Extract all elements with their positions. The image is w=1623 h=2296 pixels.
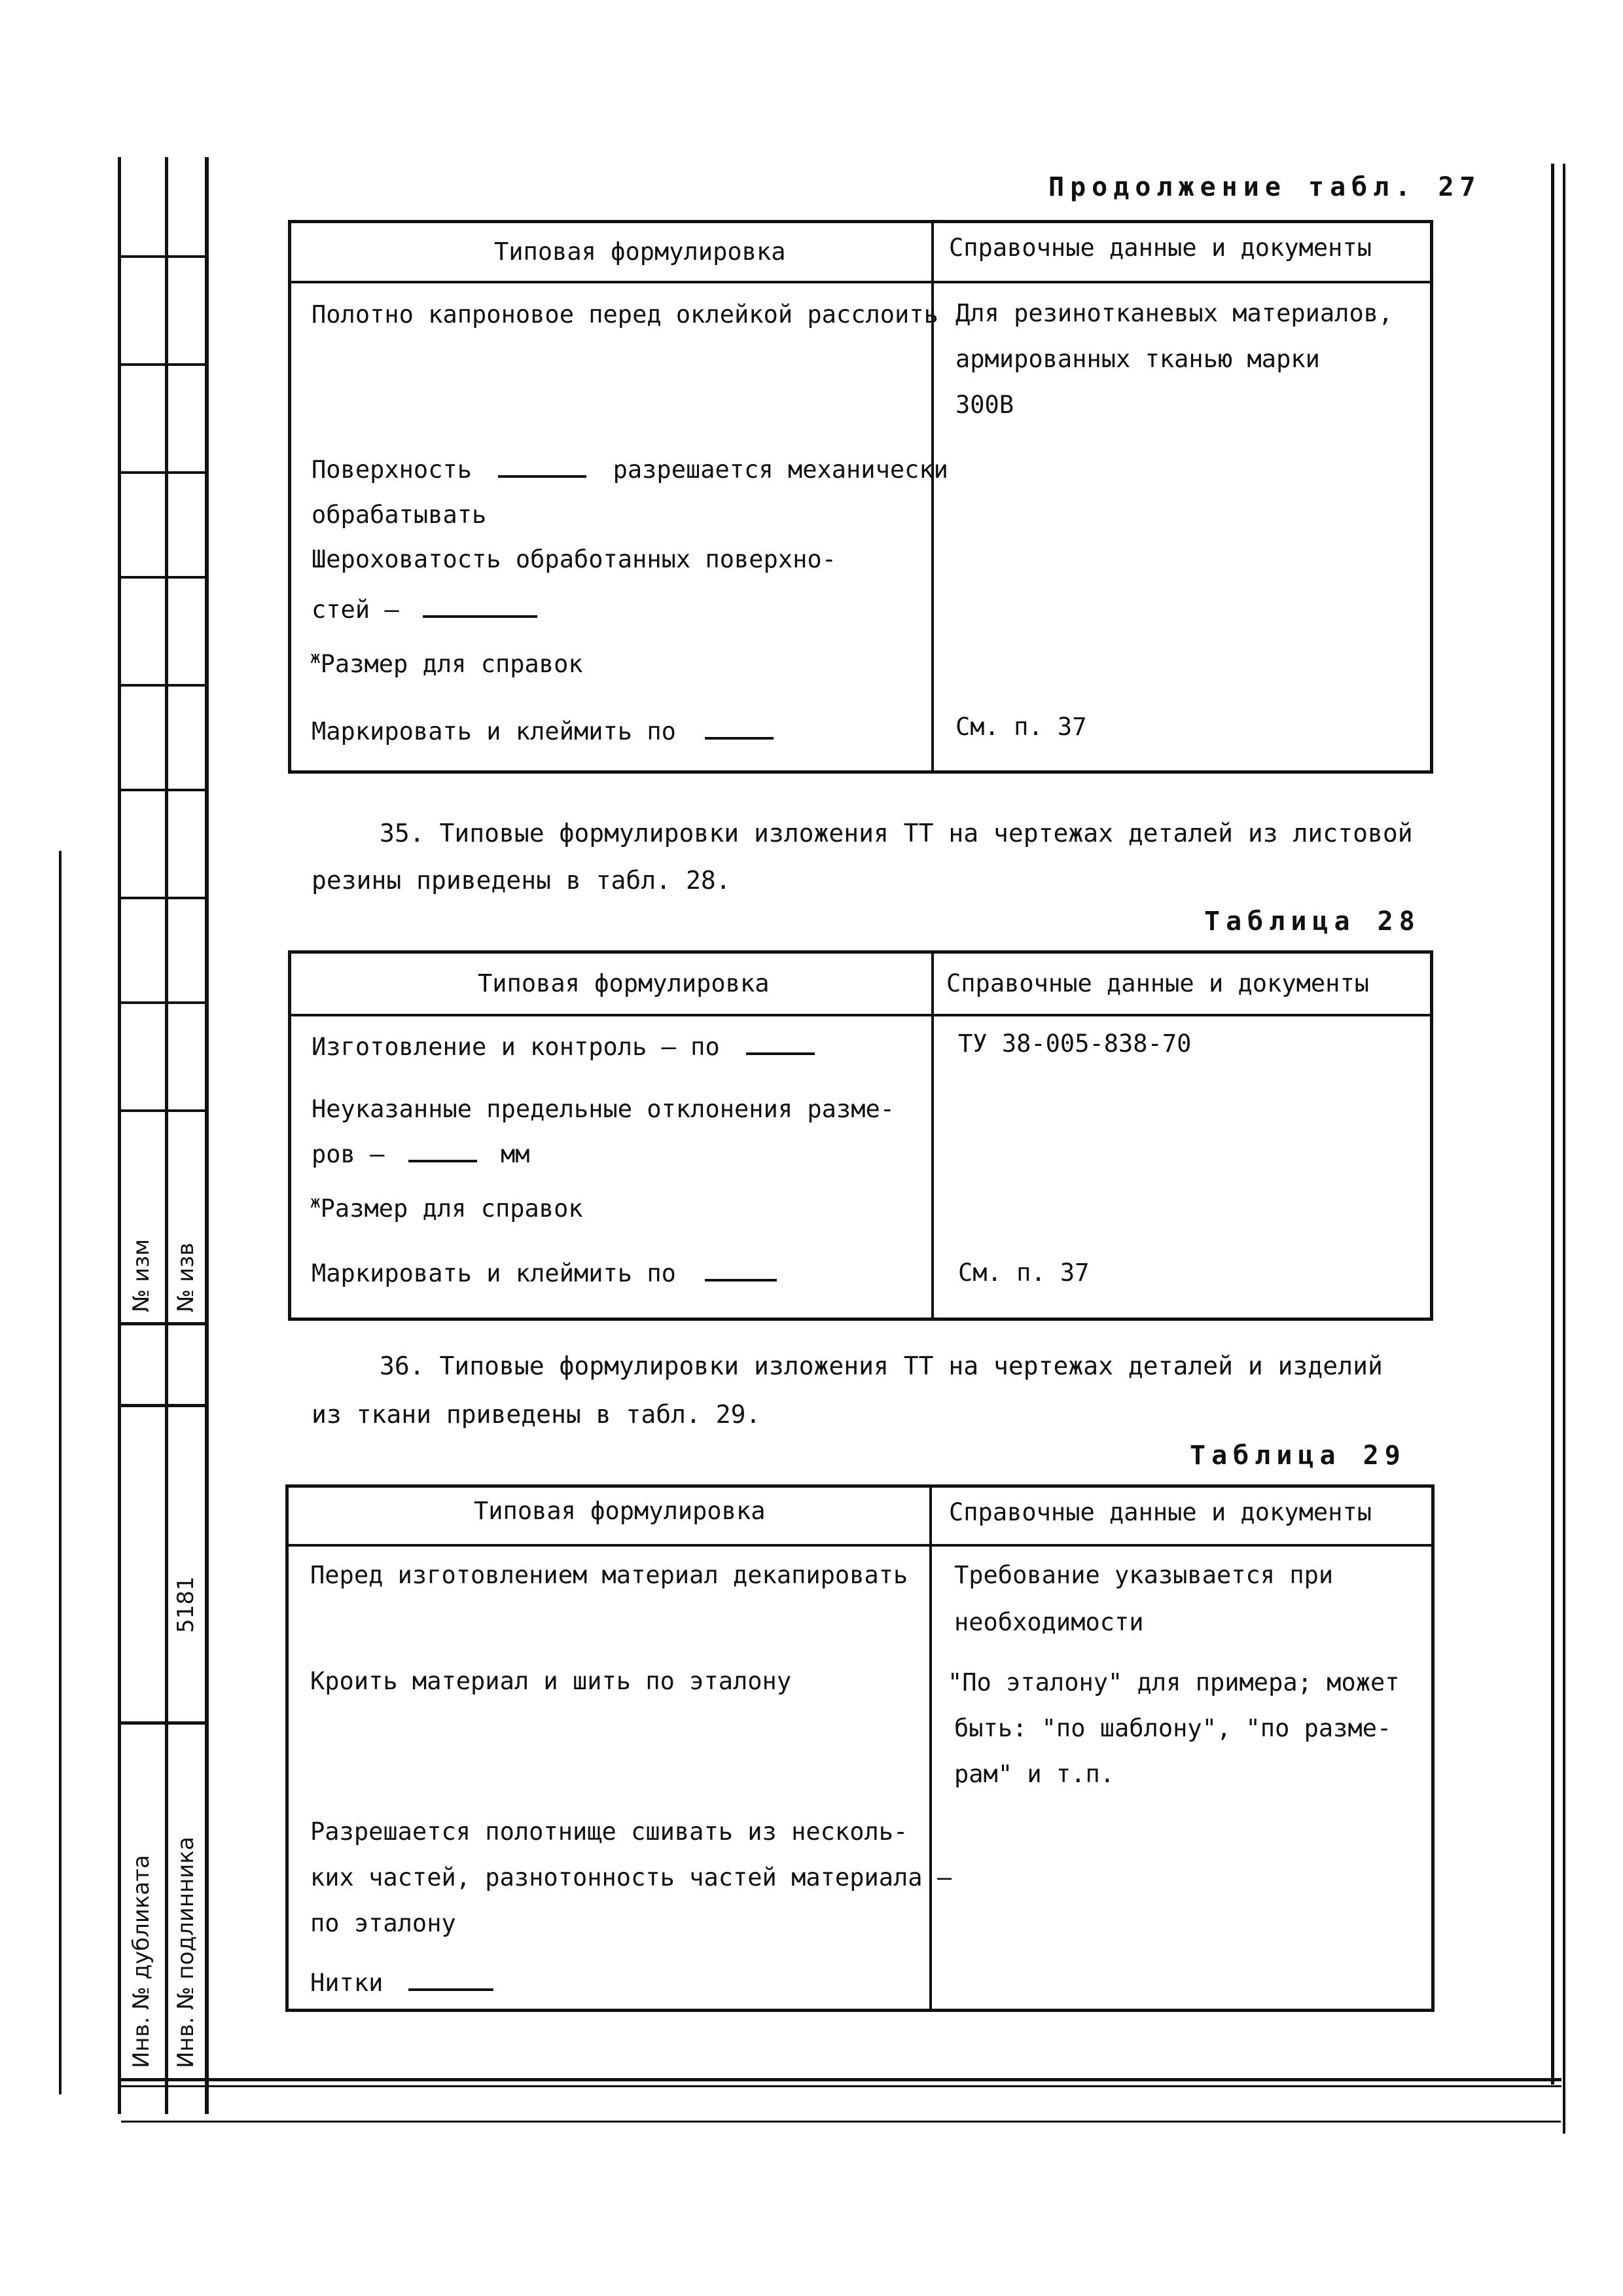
t28-r4-line [312, 1261, 777, 1285]
t27-r5-blank [705, 719, 774, 740]
stamp-inv-podl: Инв. № подлинника [173, 1837, 199, 2068]
t28-r4-blank [705, 1261, 777, 1282]
t29-r4-line [310, 1970, 493, 1995]
t28-r3-mark: ж [310, 1193, 321, 1212]
t27-r1-note-3: 300В [955, 391, 1014, 419]
t27-col2-header: Справочные данные и документы [949, 234, 1372, 262]
t28-r1-blank [746, 1034, 815, 1055]
t27-r5: Маркировать и клеймить по [312, 717, 676, 745]
t29-r1-note-2: необходимости [954, 1608, 1144, 1636]
t29-r3-c: по эталону [310, 1909, 456, 1937]
t27-r3-line2 [312, 597, 537, 622]
t28-r2-blank [408, 1141, 477, 1162]
t29-r1-note-1: Требование указывается при [954, 1561, 1334, 1589]
t29-r4: Нитки [310, 1968, 383, 1997]
t28-col1-header: Типовая формулировка [478, 969, 770, 997]
t27-col1-header: Типовая формулировка [494, 238, 786, 266]
t27-r2-blank [498, 457, 586, 478]
t28-r2-a: Неуказанные предельные отклонения разме- [312, 1095, 895, 1123]
t29-r3-a: Разрешается полотнище сшивать из несколь- [310, 1818, 908, 1846]
t27-r3-a: Шероховатость обработанных поверхно- [312, 545, 836, 573]
t29-col1-header: Типовая формулировка [474, 1497, 766, 1525]
t27-r3-b: стей – [312, 595, 399, 624]
t29-r2-note-3: рам" и т.п. [954, 1760, 1115, 1788]
stamp-number: 5181 [173, 1576, 199, 1633]
t27-r2-a: Поверхность [312, 455, 473, 484]
t28-r2-c: мм [500, 1139, 530, 1168]
t29-r3-b: ких частей, разнотонность частей материала – [310, 1863, 952, 1892]
t28-r1-note: ТУ 38-005-838-70 [958, 1030, 1192, 1058]
t27-r2-line1 [312, 457, 948, 482]
p35-line1: 35. Типовые формулировки изложения ТТ на чертежах деталей из листовой [380, 819, 1413, 848]
t28-col2-header: Справочные данные и документы [946, 969, 1370, 997]
p35-line2: резины приведены в табл. 28. [312, 866, 731, 895]
p36-line1: 36. Типовые формулировки изложения ТТ на чертежах деталей и изделий [380, 1352, 1383, 1380]
t27-r4-line [310, 648, 583, 678]
t28-caption: Таблица 28 [1204, 906, 1421, 937]
t29-r1: Перед изготовлением материал декапировать [310, 1561, 908, 1589]
stamp-inv-dubl: Инв. № дубликата [128, 1855, 154, 2068]
t28-r3: Размер для справок [320, 1194, 583, 1223]
t29-r2-note-2: быть: "по шаблону", "по разме- [954, 1714, 1392, 1742]
t28-r4: Маркировать и клеймить по [312, 1259, 676, 1287]
t27-r2-b: разрешается механически [613, 455, 948, 484]
t28-r1: Изготовление и контроль – по [312, 1032, 720, 1061]
continuation-header: Продолжение табл. 27 [1048, 172, 1482, 202]
t27-r2-c: обрабатывать [312, 501, 487, 529]
t27-r5-line [312, 719, 774, 744]
t27-r3-blank [423, 597, 537, 618]
t29-col2-header: Справочные данные и документы [949, 1498, 1372, 1526]
t27-r4: Размер для справок [320, 650, 583, 678]
t29-caption: Таблица 29 [1190, 1441, 1406, 1471]
t29-r4-blank [408, 1970, 493, 1991]
stamp-no-izv: № изв [173, 1242, 199, 1312]
t27-r4-mark: ж [310, 648, 321, 668]
t28-r4-note: См. п. 37 [958, 1259, 1090, 1287]
t29-r2: Кроить материал и шить по эталону [310, 1667, 792, 1695]
t27-r1: Полотно капроновое перед оклейкой расслоить [312, 300, 938, 329]
t29-r2-note-1: "По эталону" для примера; может [948, 1668, 1400, 1696]
stamp-no-izm: № изм [128, 1239, 154, 1312]
t28-r2-b: ров – [312, 1139, 385, 1168]
t27-r1-note-1: Для резинотканевых материалов, [955, 299, 1393, 327]
t27-r1-note-2: армированных тканью марки [955, 345, 1320, 373]
p36-line2: из ткани приведены в табл. 29. [312, 1400, 761, 1429]
t28-r3-line [310, 1193, 583, 1223]
t27-r5-note: См. п. 37 [955, 713, 1087, 741]
t28-r2-line2 [312, 1141, 530, 1166]
t28-r1-line [312, 1034, 815, 1059]
